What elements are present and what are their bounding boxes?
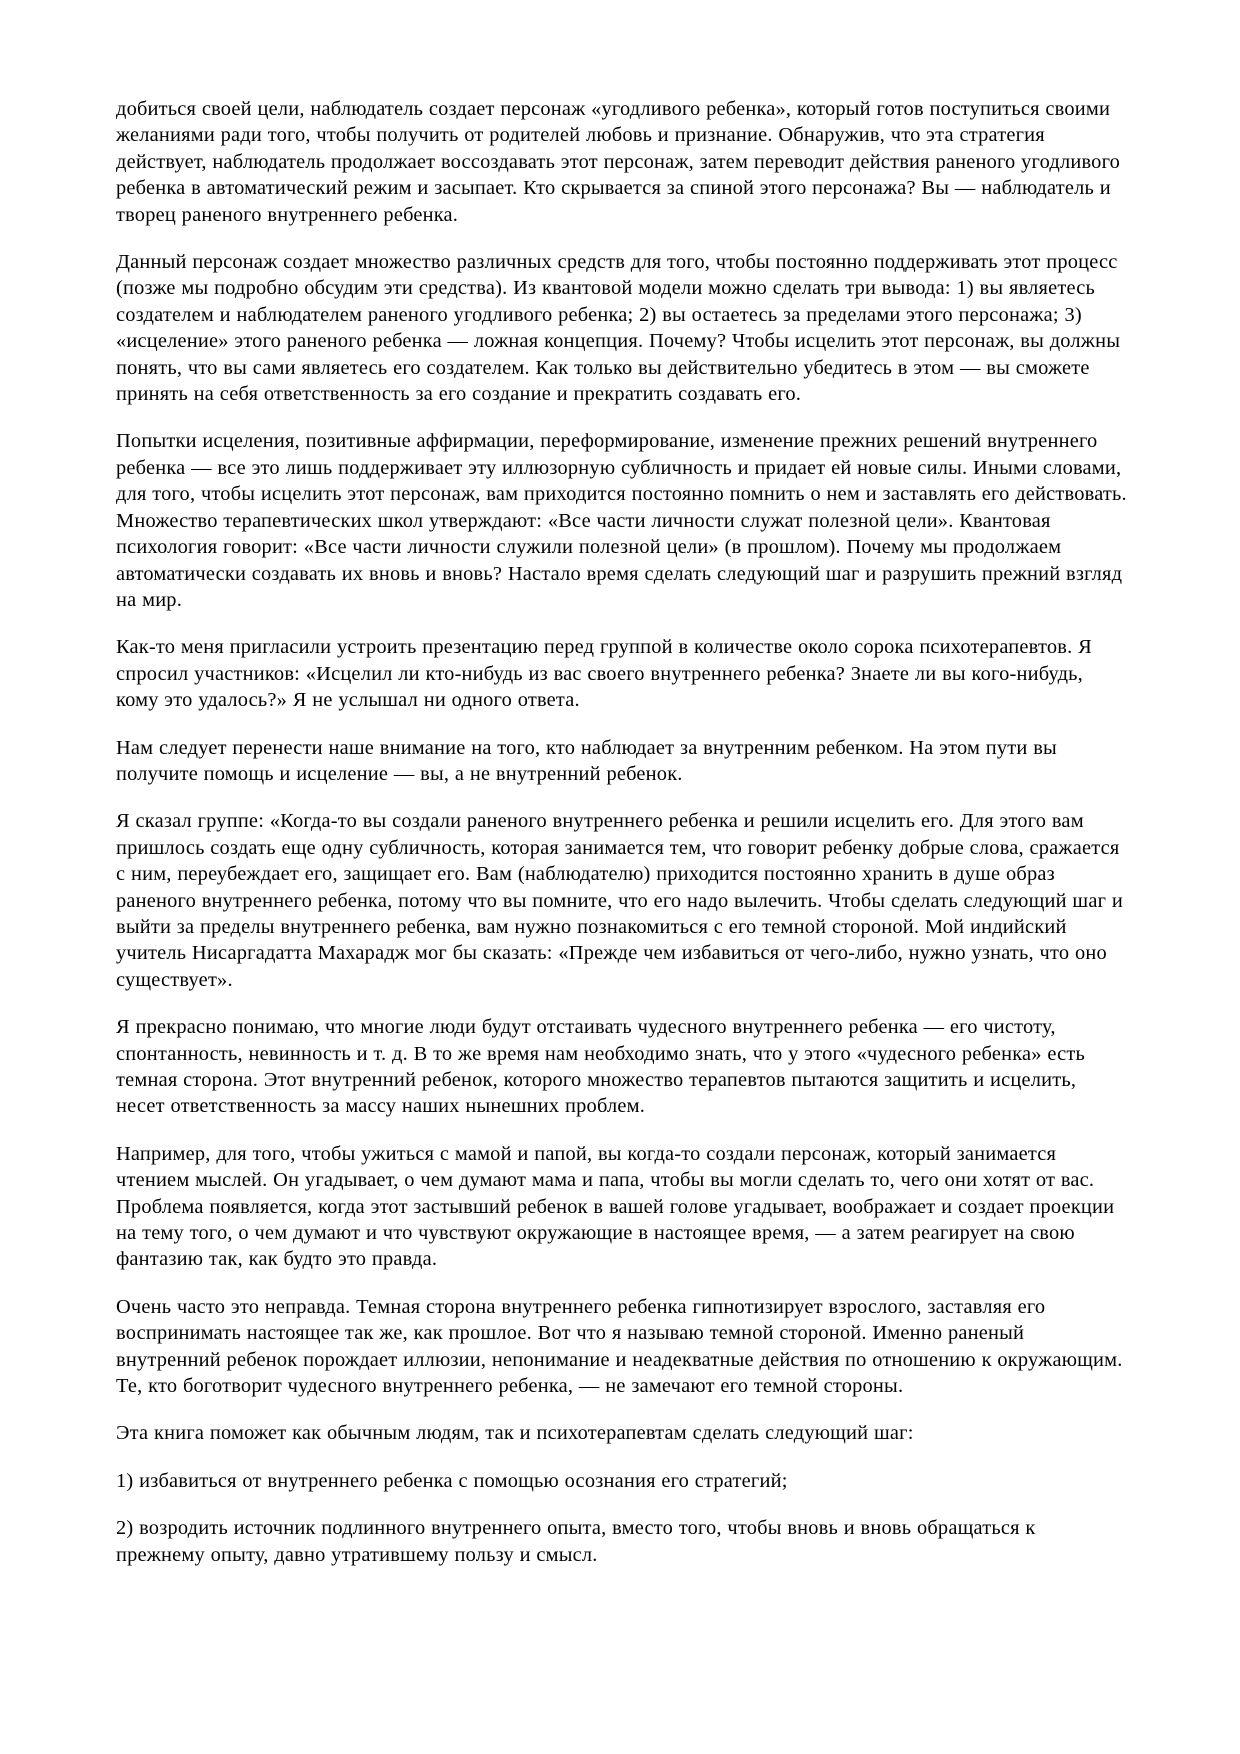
paragraph: Попытки исцеления, позитивные аффирмации, переформирование, изменение прежних решений внутреннего ребенка — все это лишь поддерживает эту иллюзорную субличность и придает ей новые силы. Иными словами, для того, чтобы исцелить этот персонаж, вам приходится постоянно помнить о нем и заставлять его действовать. Множество терапевтических школ утверждают: «Все части личности служат полезной цели». Квантовая психология говорит: «Все части личности служили полезной цели» (в прошлом). Почему мы продолжаем автоматически создавать их вновь и вновь? Настало время сделать следующий шаг и разрушить прежний взгляд на мир.	[116, 430, 1127, 611]
paragraph: Как-то меня пригласили устроить презентацию перед группой в количестве около сорока психотерапевтов. Я спросил участников: «Исцелил ли кто-нибудь из вас своего внутреннего ребенка? Знаете ли вы кого-нибудь, кому это удалось?» Я не услышал ни одного ответа.	[116, 636, 1092, 712]
paragraph: 1) избавиться от внутреннего ребенка с помощью осознания его стратегий;	[116, 1469, 788, 1492]
paragraph: добиться своей цели, наблюдатель создает персонаж «угодливого ребенка», который готов поступиться своими желаниями ради того, чтобы получить от родителей любовь и признание. Обнаружив, что эта стратегия действует, наблюдатель продолжает воссоздавать этот персонаж, затем переводит действия раненого угодливого ребенка в автоматический режим и засыпает. Кто скрывается за спиной этого персонажа? Вы — наблюдатель и творец раненого внутреннего ребенка.	[116, 98, 1121, 226]
paragraph: Эта книга поможет как обычным людям, так и психотерапевтам сделать следующий шаг:	[116, 1422, 914, 1445]
paragraph: Например, для того, чтобы ужиться с мамой и папой, вы когда-то создали персонаж, который занимается чтением мыслей. Он угадывает, о чем думают мама и папа, чтобы вы могли сделать то, чего они хотят от вас. Проблема появляется, когда этот застывший ребенок в вашей голове угадывает, воображает и создает проекции на тему того, о чем думают и что чувствуют окружающие в настоящее время, — а затем реагирует на свою фантазию так, как будто это правда.	[116, 1142, 1115, 1271]
paragraph: Я сказал группе: «Когда-то вы создали раненого внутреннего ребенка и решили исцелить его. Для этого вам пришлось создать еще одну субличность, которая занимается тем, что говорит ребенку добрые слова, сражается с ним, переубеждает его, защищает его. Вам (наблюдателю) приходится постоянно хранить в душе образ раненого внутреннего ребенка, потому что вы помните, что его надо вылечить. Чтобы сделать следующий шаг и выйти за пределы внутреннего ребенка, вам нужно познакомиться с его темной стороной. Мой индийский учитель Нисаргадатта Махарадж мог бы сказать: «Прежде чем избавиться от чего-либо, нужно узнать, что оно существует».	[116, 810, 1123, 991]
document-text-body	[116, 96, 1128, 1568]
paragraph: Очень часто это неправда. Темная сторона внутреннего ребенка гипнотизирует взрослого, заставляя его воспринимать настоящее так же, как прошлое. Вот что я называю темной стороной. Именно раненый внутренний ребенок порождает иллюзии, непонимание и неадекватные действия по отношению к окружающим. Те, кто боготворит чудесного внутреннего ребенка, — не замечают его темной стороны.	[116, 1295, 1123, 1398]
paragraph: Я прекрасно понимаю, что многие люди будут отстаивать чудесного внутреннего ребенка — его чистоту, спонтанность, невинность и т. д. В то же время нам необходимо знать, что у этого «чудесного ребенка» есть темная сторона. Этот внутренний ребенок, которого множество терапевтов пытаются защитить и исцелить, несет ответственность за массу наших нынешних проблем.	[116, 1016, 1086, 1118]
paragraph: Нам следует перенести наше внимание на того, кто наблюдает за внутренним ребенком. На этом пути вы получите помощь и исцеление — вы, а не внутренний ребенок.	[116, 736, 1057, 785]
paragraph: Данный персонаж создает множество различных средств для того, чтобы постоянно поддерживать этот процесс (позже мы подробно обсудим эти средства). Из квантовой модели можно сделать три вывода: 1) вы являетесь создателем и наблюдателем раненого угодливого ребенка; 2) вы остаетесь за пределами этого персонажа; 3) «исцеление» этого раненого ребенка — ложная концепция. Почему? Чтобы исцелить этот персонаж, вы должны понять, что вы сами являетесь его создателем. Как только вы действительно убедитесь в этом — вы сможете принять на себя ответственность за его создание и прекратить создавать его.	[116, 251, 1121, 406]
paragraph: 2) возродить источник подлинного внутреннего опыта, вместо того, чтобы вновь и вновь обращаться к прежнему опыту, давно утратившему пользу и смысл.	[116, 1517, 1036, 1566]
